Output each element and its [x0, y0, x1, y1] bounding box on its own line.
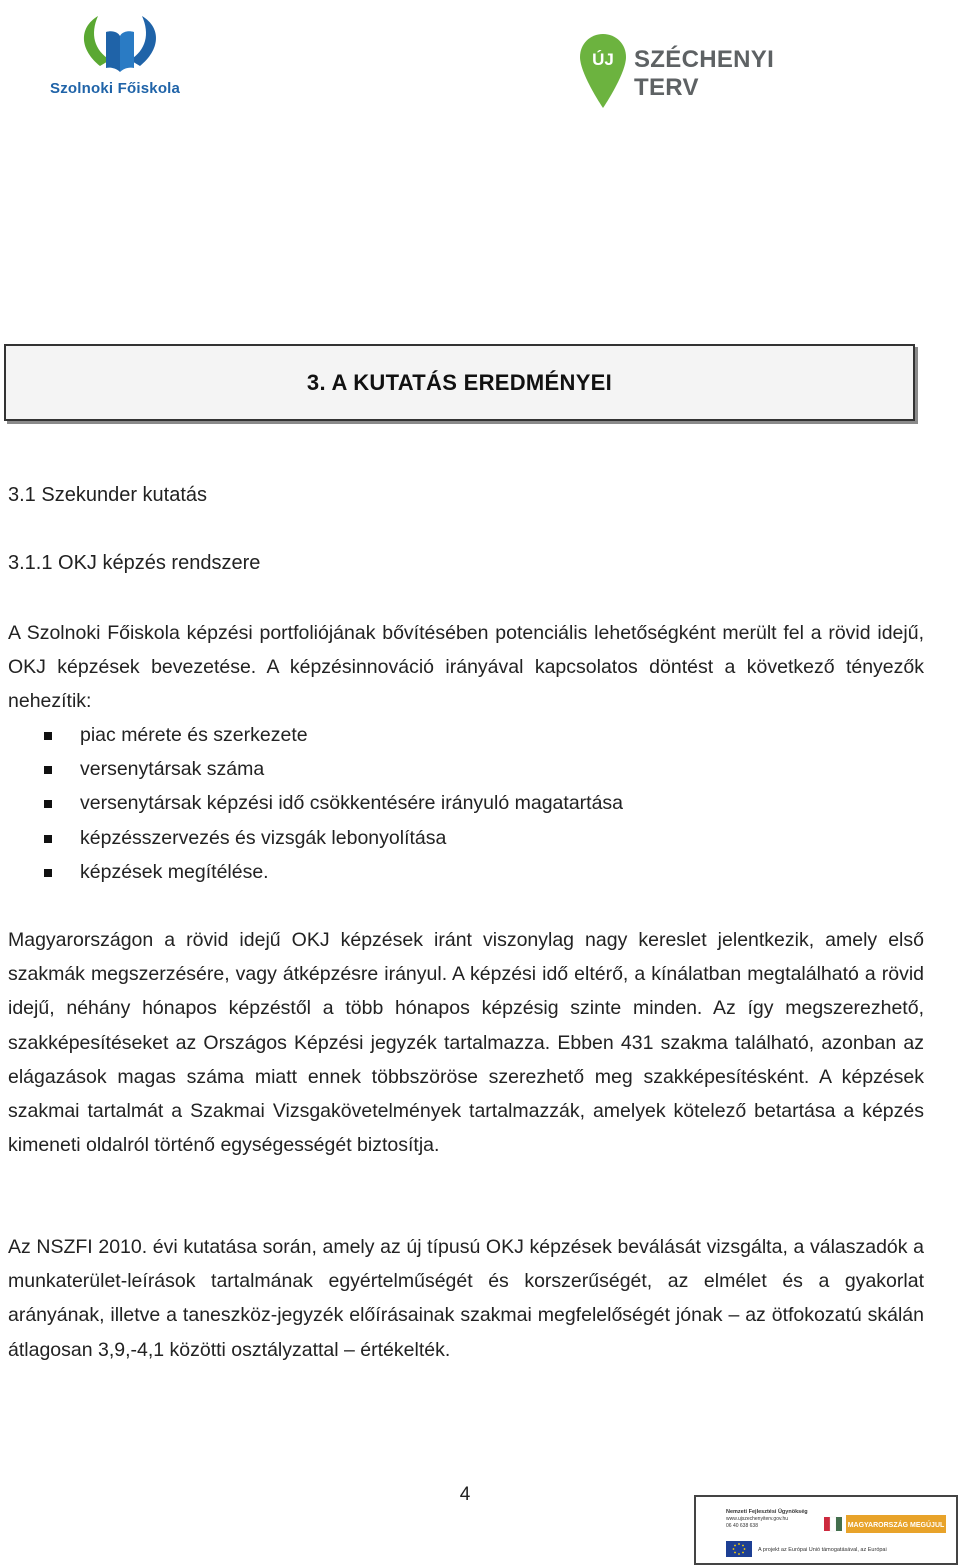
list-item-text: képzésszervezés és vizsgák lebonyolítása	[80, 826, 447, 849]
list-item-text: versenytársak képzési idő csökkentésére irányuló magatartása	[80, 792, 624, 815]
footer-site-text: www.ujszechenyiterv.gov.hu	[726, 1516, 789, 1522]
square-bullet-icon	[44, 766, 52, 774]
paragraph-okj-demand: Magyarországon a rövid idejű OKJ képzések iránt viszonylag nagy kereslet jelentkezik, amely első szakmák megszerzésére, vagy átképzésre irányul. A képzési idő eltérő, a kínálatban megtalálható a rövid idejű, néhány hónapos képzéstől a több hónapos képzésig szinte minden. Az így megszerezhető, szakképesítéseket az Országos Képzési jegyzék tartalmazza. Ebben 431 szakma található, azonban az elágazások magas száma miatt ennek többszöröse szerezhető meg szakképesítésként. A képzések szakmai tartalmát a Szakmai Vizsgakövetelmények tartalmazzák, amelyek kötelező betartása a képzés kimeneti oldalról történő egységességét biztosítja.	[8, 929, 924, 1157]
footer-logo-graphic	[696, 1497, 956, 1563]
footer-eu-text: A projekt az Európai Unió támogatásával, az Európai	[758, 1547, 887, 1553]
list-item-text: képzések megítélése.	[80, 860, 269, 883]
map-pin-icon	[578, 32, 628, 110]
left-logo-text: Szolnoki Főiskola	[50, 80, 181, 97]
square-bullet-icon	[44, 800, 52, 808]
footer-phone-text: 06 40 638 638	[726, 1523, 758, 1529]
factors-list	[44, 718, 623, 889]
footer-badge-text: MAGYARORSZÁG MEGÚJUL	[847, 1522, 945, 1529]
list-item	[44, 821, 623, 855]
list-item	[44, 855, 623, 889]
paragraph-nszfi-research: Az NSZFI 2010. évi kutatása során, amely az új típusú OKJ képzések beválását vizsgálta, a válaszadók a munkaterület-leírások tartalmának egyértelműségét és korszerűségét, az elmélet és a gyakorlat arányának, illetve a taneszköz-jegyzék előírásainak szakmai megfelelőségét jónak – az ötfokozatú skálán átlagosan 3,9,-4,1 közötti osztályzattal – értékelték.	[8, 1236, 924, 1361]
section-title: 3. A KUTATÁS EREDMÉNYEI	[306, 370, 613, 395]
book-emblem-icon	[50, 10, 190, 82]
list-item	[44, 786, 623, 820]
pin-badge-text: ÚJ	[592, 50, 614, 69]
heading-secondary-research: 3.1 Szekunder kutatás	[8, 484, 208, 506]
list-item	[44, 752, 623, 786]
list-item-text: piac mérete és szerkezete	[80, 724, 308, 746]
square-bullet-icon	[44, 869, 52, 877]
page-number: 4	[459, 1484, 471, 1505]
square-bullet-icon	[44, 835, 52, 843]
paragraph-intro: A Szolnoki Főiskola képzési portfoliójának bővítésében potenciális lehetőségként merült fel a rövid idejű, OKJ képzések bevezetése. A képzésinnováció irányával kapcsolatos döntést a következő tényezők nehezítik:	[8, 622, 924, 713]
list-item	[44, 718, 623, 752]
heading-okj-system: 3.1.1 OKJ képzés rendszere	[8, 552, 261, 574]
square-bullet-icon	[44, 732, 52, 740]
list-item-text: versenytársak száma	[80, 758, 265, 781]
section-title-box	[4, 344, 915, 421]
nfu-footer-logo	[694, 1495, 958, 1565]
right-logo-text: SZÉCHENYI TERV	[634, 46, 775, 101]
szolnoki-foiskola-logo	[50, 10, 190, 100]
uj-szechenyi-terv-logo	[578, 32, 838, 112]
footer-agency-text: Nemzeti Fejlesztési Ügynökség	[726, 1509, 808, 1515]
